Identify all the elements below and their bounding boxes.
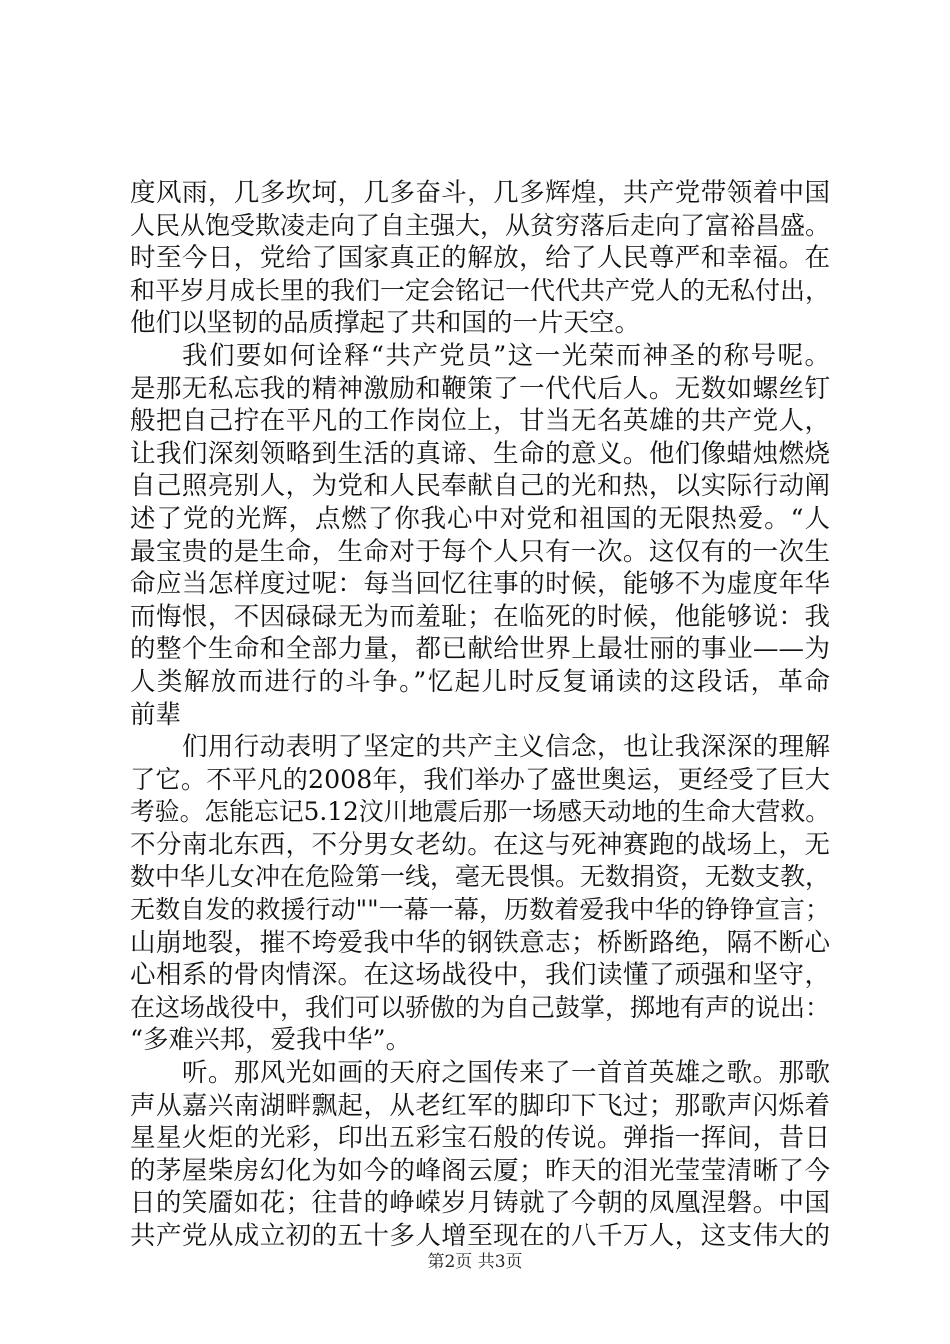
document-body [130,177,830,1253]
text-line: 是那无私忘我的精神激励和鞭策了一代代后人。无数如螺丝钉 [130,373,830,404]
text-line: 和平岁月成长里的我们一定会铭记一代代共产党人的无私付出， [130,275,831,305]
text-line: 考验。怎能忘记5.12汶川地震后那一场感天动地的生命大营救。 [130,797,830,827]
text-line: 的整个生命和全部力量，都已献给世界上最壮丽的事业——为 [130,634,830,665]
text-line: 最宝贵的是生命，生命对于每个人只有一次。这仅有的一次生 [130,536,830,567]
text-line: “多难兴邦，爱我中华”。 [130,1025,412,1056]
text-line: 前辈 [130,699,182,730]
paragraph-first-line: 听。那风光如画的天府之国传来了一首首英雄之歌。那歌 [182,1058,830,1089]
text-line: 他们以坚韧的品质撑起了共和国的一片天空。 [130,308,641,339]
text-line: 述了党的光辉，点燃了你我心中对党和祖国的无限热爱。“人 [130,503,830,534]
text-line: 了它。不平凡的2008年，我们举办了盛世奥运，更经受了巨大 [130,764,830,794]
text-line: 让我们深刻领略到生活的真谛、生命的意义。他们像蜡烛燃烧 [130,438,830,469]
text-line: 人民从饱受欺凌走向了自主强大，从贫穷落后走向了富裕昌盛。 [130,210,831,240]
text-line: 时至今日，党给了国家真正的解放，给了人民尊严和幸福。在 [130,243,830,274]
paragraph-first-line: 我们要如何诠释“共产党员”这一光荣而神圣的称号呢。 [182,340,830,371]
text-line: 星星火炬的光彩，印出五彩宝石般的传说。弹指一挥间，昔日 [130,1123,830,1154]
page-number-footer: 第2页 共3页 [427,1252,523,1272]
text-line: 声从嘉兴南湖畔飘起，从老红军的脚印下飞过；那歌声闪烁着 [130,1090,830,1121]
text-line: 日的笑靥如花；往昔的峥嵘岁月铸就了今朝的凤凰涅磐。中国 [130,1188,830,1219]
text-line: 度风雨，几多坎坷，几多奋斗，几多辉煌，共产党带领着中国 [130,178,830,208]
paragraph-first-line: 们用行动表明了坚定的共产主义信念，也让我深深的理解 [182,732,830,763]
text-line: 人类解放而进行的斗争。”忆起儿时反复诵读的这段话，革命 [130,666,830,697]
text-line: 自己照亮别人，为党和人民奉献自己的光和热，以实际行动阐 [130,471,830,502]
text-line: 数中华儿女冲在危险第一线，毫无畏惧。无数捐资，无数支教， [130,862,831,892]
text-line: 在这场战役中，我们可以骄傲的为自己鼓掌，掷地有声的说出： [130,992,831,1022]
text-line: 山崩地裂，摧不垮爱我中华的钢铁意志；桥断路绝，隔不断心 [130,927,830,958]
text-line: 命应当怎样度过呢：每当回忆往事的时候，能够不为虚度年华 [130,569,830,600]
text-line: 般把自己拧在平凡的工作岗位上，甘当无名英雄的共产党人， [130,406,830,437]
text-line: 共产党从成立初的五十多人增至现在的八千万人，这支伟大的 [130,1221,830,1251]
text-line: 心相系的骨肉情深。在这场战役中，我们读懂了顽强和坚守， [130,960,830,991]
text-line: 不分南北东西，不分男女老幼。在这与死神赛跑的战场上，无 [130,829,830,860]
text-line: 无数自发的救援行动""一幕一幕，历数着爱我中华的铮铮宣言； [130,895,830,925]
text-line: 而悔恨，不因碌碌无为而羞耻；在临死的时候，他能够说：我 [130,601,830,632]
text-line: 的茅屋柴房幻化为如今的峰阁云厦；昨天的泪光莹莹清晰了今 [130,1155,830,1186]
